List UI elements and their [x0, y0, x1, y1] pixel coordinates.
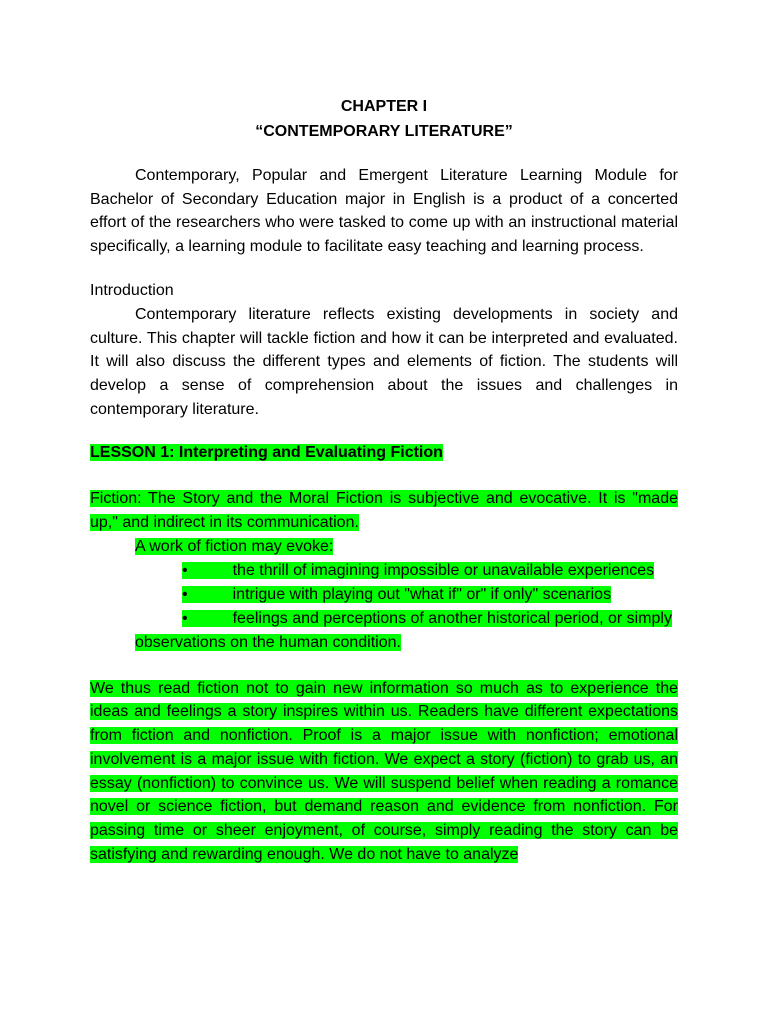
reading-paragraph-text: We thus read fiction not to gain new information so much as to experience the ideas and feelings a story inspires within us. Readers have different expectations from fiction and nonfiction. Proof is a major issue with nonfiction; emotional involvement is a major issue with fiction. We expect a story (fiction) to grab us, an essay (nonfiction) to convince us. We will suspend belief when reading a romance novel or science fiction, but demand reason and evidence from nonfiction. For passing time or sheer enjoyment, of course, simply reading the story can be satisfying and rewarding enough. We do not have to analyze: [90, 679, 678, 863]
chapter-title: “CONTEMPORARY LITERATURE”: [255, 123, 513, 140]
chapter-label: CHAPTER I: [340, 98, 428, 115]
list-item-text: feelings and perceptions of another historical period, or simply: [232, 609, 672, 627]
fiction-paragraph: [90, 487, 678, 534]
list-item-highlight: [182, 562, 654, 579]
bullet-icon: •: [182, 609, 188, 627]
evoke-label: A work of fiction may evoke:: [135, 537, 334, 555]
intro-paragraph: Contemporary, Popular and Emergent Literature Learning Module for Bachelor of Secondary Education major in English is a product of a concerted effort of the researchers who were tasked to come up with an instructional material specifically, a learning module to facilitate easy teaching and learning process.: [90, 167, 678, 256]
list-item-continuation-line: [90, 631, 678, 655]
spacer: [90, 144, 678, 164]
document-content: [90, 94, 678, 866]
list-item-text: intrigue with playing out "what if" or" if only" scenarios: [232, 585, 612, 603]
spacer: [90, 655, 678, 677]
reading-paragraph: [90, 677, 678, 867]
introduction-heading: Introduction: [90, 281, 174, 299]
spacer: [90, 259, 678, 279]
lesson-title: LESSON 1: Interpreting and Evaluating Fiction: [90, 444, 443, 462]
list-item: [90, 559, 678, 583]
lesson-title-line: [90, 441, 678, 465]
list-item-continuation: observations on the human condition.: [135, 633, 401, 651]
evoke-list: [90, 559, 678, 655]
fiction-paragraph-text: Fiction: The Story and the Moral Fiction is subjective and evocative. It is "made up," and indirect in its communication.: [90, 490, 678, 532]
list-item: [90, 583, 678, 607]
evoke-line: [90, 535, 678, 559]
list-item: [90, 607, 678, 631]
list-item-text: the thrill of imagining impossible or unavailable experiences: [232, 561, 655, 579]
introduction-paragraph: Contemporary literature reflects existing developments in society and culture. This chapter will tackle fiction and how it can be interpreted and evaluated. It will also discuss the different types and elements of fiction. The students will develop a sense of comprehension about the issues and challenges in contemporary literature.: [90, 305, 678, 418]
spacer: [90, 421, 678, 441]
spacer: [90, 465, 678, 487]
list-item-highlight: [182, 586, 611, 603]
bullet-icon: •: [182, 561, 188, 579]
list-item-highlight: [182, 610, 672, 627]
bullet-icon: •: [182, 585, 188, 603]
